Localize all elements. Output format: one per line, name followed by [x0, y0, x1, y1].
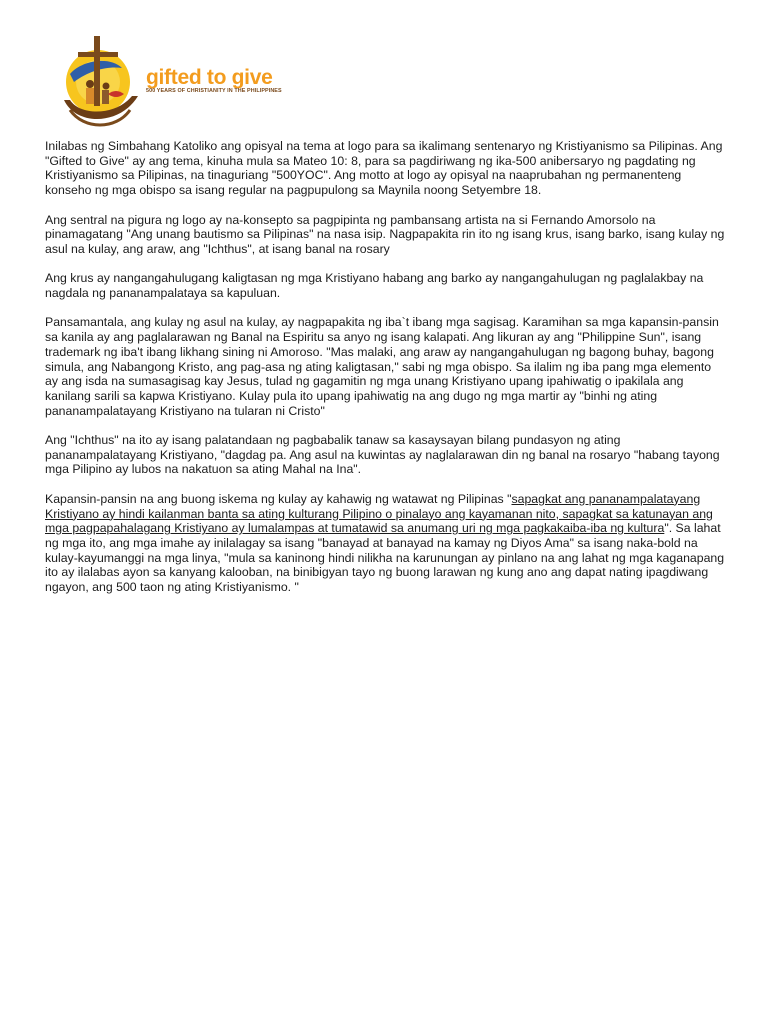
gifted-to-give-logo — [60, 30, 290, 142]
logo-emblem-icon — [60, 30, 150, 142]
underlined-quote: sapagkat ang pananampalatayang Kristiyano ay hindi kailanman banta sa ating kulturang Pilipino o pinalayo ang kayamanan nito, sapagkat sa katunayan ang mga pagpapahalagang Kristiyano ay lumalampas at tumatawid sa anumang uri ng mga pagkakaiba-iba ng kultura — [45, 491, 713, 536]
article-body — [45, 139, 725, 609]
paragraph-6-start: Kapansin-pansin na ang buong iskema ng kulay ay kahawig ng watawat ng Pilipinas " — [45, 491, 512, 506]
logo-subtitle: 500 YEARS OF CHRISTIANITY IN THE PHILIPPINES — [146, 88, 282, 94]
paragraph-2: Ang sentral na pigura ng logo ay na-konsepto sa pagpipinta ng pambansang artista na si Fernando Amorsolo na pinamagatang "Ang unang bautismo sa Pilipinas" na nasa isip. Nagpapakita rin ito ng isang krus, isang barko, isang kulay ng asul na kulay, ang araw, ang "Ichthus", at isang banal na rosary — [45, 212, 725, 256]
paragraph-1: Inilabas ng Simbahang Katoliko ang opisyal na tema at logo para sa ikalimang sentenaryo ng Kristiyanismo sa Pilipinas. Ang "Gifted to Give" ay ang tema, kinuha mula sa Mateo 10: 8, para sa pagdiriwang ng ika-500 anibersaryo ng pagdating ng Kristiyanismo sa Pilipinas, na tinaguriang "500YOC". Ang motto at logo ay opisyal na naaprubahan ng permanenteng konseho ng mga obispo sa isang regular na pagpupulong sa Maynila noong Setyembre 18. — [45, 139, 723, 198]
paragraph-6 — [45, 492, 725, 595]
paragraph-5: Ang "Ichthus" na ito ay isang palatandaan ng pagbabalik tanaw sa kasaysayan bilang pundasyon ng ating pananampalatayang Kristiyano, "dagdag pa. Ang asul na kuwintas ay naglalarawan din ng banal na rosaryo "habang tayong mga Pilipino ay lubos na nakatuon sa ating Mahal na Ina". — [45, 433, 720, 477]
logo-title: gifted to give — [146, 66, 273, 89]
paragraph-4: Pansamantala, ang kulay ng asul na kulay, ay nagpapakita ng iba`t ibang mga sagisag. Karamihan sa mga kapansin-pansin sa kanila ay ang paglalarawan ng Banal na Espiritu sa anyo ng isang kalapati. Ang likuran ay ang "Philippine Sun", isang trademark ng iba't ibang likhang sining ni Amoroso. "Mas malaki, ang araw ay nangangahulugan ng bagong buhay, bagong simula, ang Nabangong Kristo, ang pag-asa ng ating kaligtasan," sabi ng mga obispo. Sa ilalim ng iba pang mga elemento ay ang isda na sumasagisag kay Jesus, tulad ng gagamitin ng mga unang Kristiyano upang ipahiwatig o ipakilala ang kanilang sarili sa kapwa Kristiyano. Kulay pula ito upang ipahiwatig na ang dugo ng mga martir ay "binhi ng ating pananampalatayang Kristiyano na tularan ni Cristo" — [45, 315, 719, 418]
paragraph-3: Ang krus ay nangangahulugang kaligtasan ng mga Kristiyano habang ang barko ay nangangahulugan ng paglalakbay na nagdala ng pananampalataya sa kapuluan. — [45, 271, 704, 300]
paragraph-6-end: ". Sa lahat ng mga ito, ang mga imahe ay inilalagay sa isang "banayad at banayad na kamay ng Diyos Ama" sa isang naka-bold na kulay-kayumanggi na mga linya, "mula sa kaninong hindi nilikha na karunungan ay pinlano na ang lahat ng mga kaganapang ito ay ilalabas ayon sa kanyang kalooban, na binibigyan tayo ng buong larawan ng kung ano ang dapat nating ipagdiwang ngayon, ang 500 taon ng ating Kristiyanismo. " — [45, 521, 725, 595]
